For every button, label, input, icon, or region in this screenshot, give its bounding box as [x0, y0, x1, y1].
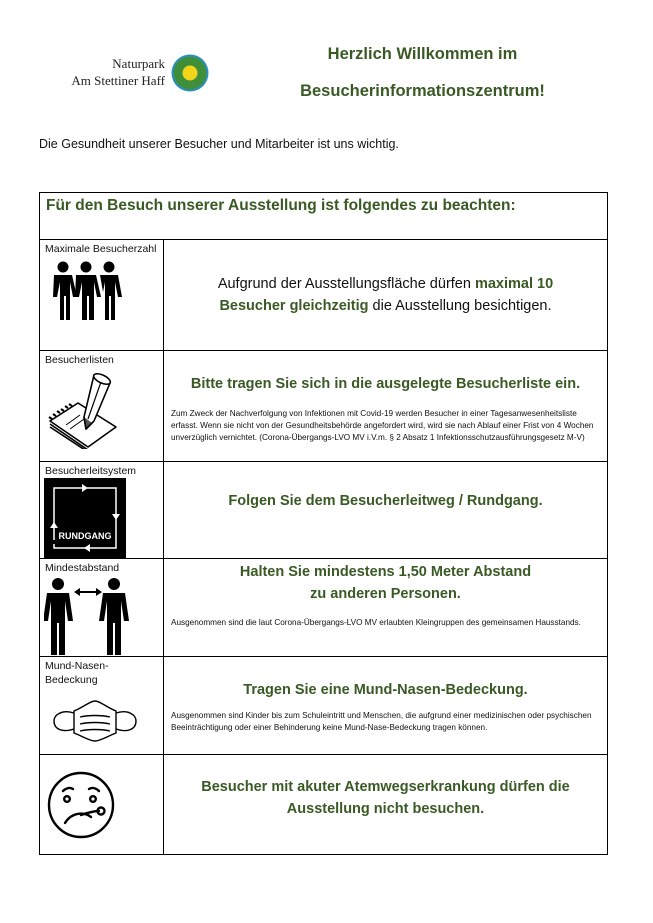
- row-label: Besucherleitsystem: [45, 465, 137, 477]
- row-label-cell: [40, 240, 164, 351]
- row-label-cell: [40, 462, 164, 559]
- row-label: Maximale Besucherzahl: [45, 243, 157, 255]
- row-message: Aufgrund der Ausstellungsfläche dürfen maximal 10 Besucher gleichzeitig die Ausstellung besichtigen.: [217, 276, 554, 314]
- table-row: [40, 240, 608, 351]
- rules-table: [39, 192, 608, 855]
- row-content-cell: [164, 240, 608, 351]
- row-heading: Folgen Sie dem Besucherleitweg / Rundgang.: [228, 493, 543, 509]
- row-content-cell: [164, 755, 608, 855]
- logo-line-1: Naturpark: [112, 56, 165, 71]
- row-note: Ausgenommen sind Kinder bis zum Schuleintritt und Menschen, die aufgrund einer medizinischen oder psychischen Beeinträchtigung oder einer Behinderung keine Mund-Nase-Bedeckung tragen können.: [171, 711, 592, 732]
- group-of-people-icon: [50, 261, 122, 321]
- table-title: Für den Besuch unserer Ausstellung ist folgendes zu beachten:: [40, 193, 608, 240]
- distance-people-icon: [44, 578, 134, 656]
- row-label: Besucherlisten: [45, 354, 114, 366]
- row-content-cell: [164, 351, 608, 462]
- rundgang-label: RUNDGANG: [58, 531, 112, 541]
- row-heading: Tragen Sie eine Mund-Nasen-Bedeckung.: [243, 682, 528, 698]
- table-row: [40, 559, 608, 657]
- table-row: [40, 657, 608, 755]
- row-label: Mund-Nasen-Bedeckung: [45, 660, 109, 686]
- row-note: Ausgenommen sind die laut Corona-Übergangs-LVO MV erlaubten Kleingruppen des gemeinsamen Hausstands.: [171, 618, 581, 627]
- row-heading: Halten Sie mindestens 1,50 Meter Abstand zu anderen Personen.: [239, 564, 532, 602]
- row-note: Zum Zweck der Nachverfolgung von Infektionen mit Covid-19 werden Besucher in einer Tagesanwesenheitsliste erfasst. Wenn sie nicht von der Gesundheitsbehörde angefordert wird, wird sie nach Ablauf einer Frist von 4 Wochen unverzüglich vernichtet. (Corona-Übergangs-LVO MV i.V.m. § 2 Absatz 1 Infektionsschutzausführungsgesetz M-V): [171, 409, 594, 442]
- face-mask-icon: [52, 699, 138, 743]
- row-label-cell: [40, 755, 164, 855]
- row-heading: Besucher mit akuter Atemwegserkrankung dürfen die Ausstellung nicht besuchen.: [201, 778, 570, 817]
- row-content-cell: [164, 657, 608, 755]
- row-content-cell: [164, 462, 608, 559]
- row-label: Mindestabstand: [45, 562, 120, 574]
- row-label-cell: [40, 657, 164, 755]
- rundgang-route-icon: [44, 478, 126, 558]
- highlight-text: maximal 10 Besucher gleichzeitig: [219, 276, 554, 314]
- row-heading: Bitte tragen Sie sich in die ausgelegte Besucherliste ein.: [190, 376, 581, 392]
- table-row: [40, 462, 608, 559]
- row-label-cell: [40, 351, 164, 462]
- notepad-pencil-icon: [44, 369, 124, 449]
- naturpark-logo-icon: [171, 54, 209, 92]
- table-row: [40, 755, 608, 855]
- table-title-row: [40, 193, 608, 240]
- welcome-heading: [270, 36, 575, 110]
- logo-line-2: Am Stettiner Haff: [71, 73, 165, 88]
- welcome-line-2: Besucherinformationszentrum!: [300, 82, 545, 100]
- intro-text: Die Gesundheit unserer Besucher und Mitarbeiter ist uns wichtig.: [39, 137, 399, 151]
- welcome-line-1: Herzlich Willkommen im: [327, 45, 518, 63]
- table-row: [40, 351, 608, 462]
- row-label-cell: [40, 559, 164, 657]
- row-content-cell: [164, 559, 608, 657]
- sick-face-icon: [45, 769, 117, 841]
- logo-text: [40, 55, 165, 89]
